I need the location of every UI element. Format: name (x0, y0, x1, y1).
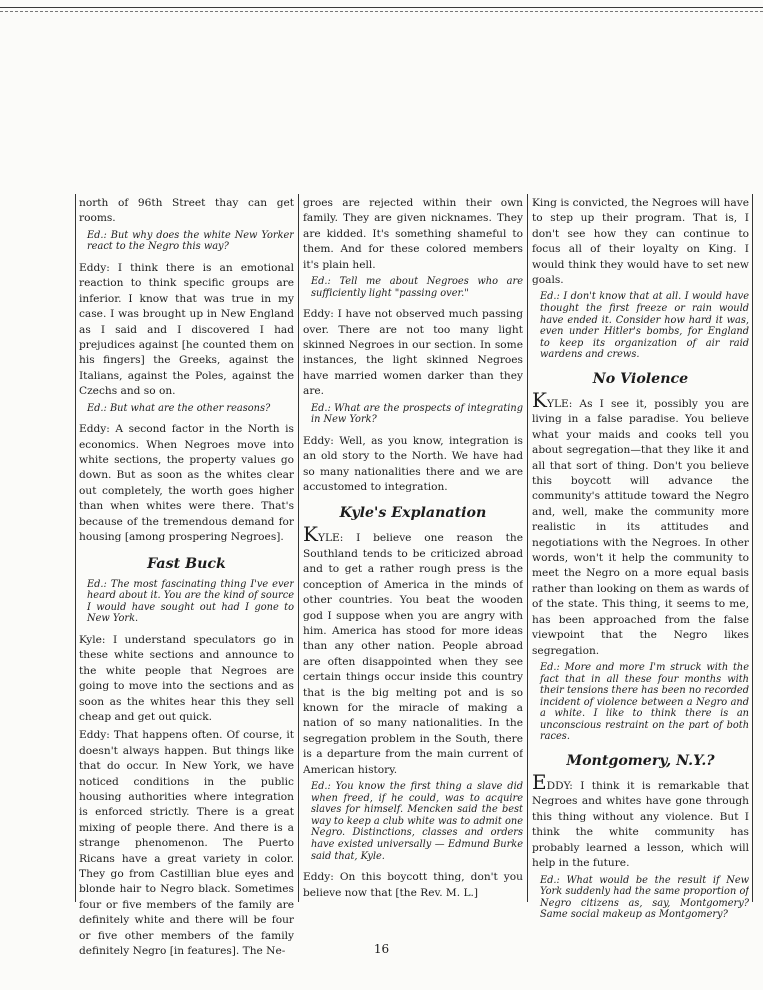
editor-question: Ed.: You know the first thing a slave did when freed, if he could, was to acquire slaves for himself. Mencken said the best way to keep a club white was to admit one Negro. Distinctions, classes and orders have existed universally — Edmund Burke said that, Kyle. (311, 780, 523, 862)
column-1 (79, 196, 294, 962)
body-paragraph: Eddy: I think there is an emotional reaction to think specific groups are inferior. I know that was true in my case. I was brought up in New England as I said and I discovered I had prejudices against [he counted them on his fingers] the Greeks, against the Italians, against the Poles, against the Czechs and so on. (79, 262, 294, 398)
body-paragraph: KYLE: I believe one reason the Southland tends to be criticized abroad and to get a rather rough press is the conception of America in the minds of other countries. You beat the wooden god I suppose when you are angry with him. America has stood for more ideas than any other nation. People abroad are often disappointed when they see certain things occur inside this country that is the big melting pot and is so known for the miracle of making a nation of so many nationalities. In the segregation problem in the South, there is a departure from the main current of American history. (303, 522, 523, 776)
top-border-dashes (0, 11, 763, 12)
editor-question: Ed.: What are the prospects of integrating in New York? (311, 402, 523, 426)
editor-question: Ed.: I don't know that at all. I would have thought the first freeze or rain would have ended it. Consider how hard it was, even under Hitler's bombs, for England to keep its organization of air raid wardens and crews. (540, 291, 749, 361)
section-heading: Fast Buck (147, 555, 226, 572)
body-paragraph: Eddy: A second factor in the North is economics. When Negroes move into white sections, the property values go down. But as soon as the whites clear out completely, the worth goes higher than when whites were there. That's because of the tremendous demand for housing [among prospering Negroes]. (79, 423, 294, 544)
section-heading: Montgomery, N.Y.? (566, 753, 715, 770)
body-paragraph: Kyle: I understand speculators go in these white sections and announce to the white people that Negroes are going to move into the sections and as soon as the whites hear this they sell cheap and get out quick. (79, 633, 294, 723)
column-3 (532, 196, 749, 929)
body-paragraph: Eddy: I have not observed much passing over. There are not too many light skinned Negroes in our section. In some instances, the light skinned Negroes have married women darker than they are. (303, 308, 523, 398)
editor-question: Ed.: But why does the white New Yorker react to the Negro this way? (87, 229, 294, 253)
editor-question: Ed.: Tell me about Negroes who are sufficiently light "passing over." (311, 276, 523, 299)
column-rule (752, 194, 753, 902)
body-paragraph: Eddy: Well, as you know, integration is an old story to the North. We have had so many nationalities there and we are accustomed to integration. (303, 434, 523, 494)
editor-question: Ed.: More and more I'm struck with the fact that in all these four months with their tensions there has been no recorded incident of violence between a Negro and a white. I like to think there is an unconscious restraint on the part of both races. (540, 661, 749, 743)
section-heading: No Violence (592, 371, 689, 387)
body-paragraph: King is convicted, the Negroes will have to step up their program. That is, I don't see how they can continue to focus all of their loyalty on King. I would think they would have to set new goals. (532, 197, 749, 287)
section-heading: Kyle's Explanation (339, 505, 487, 522)
body-paragraph: Eddy: That happens often. Of course, it doesn't always happen. But things like that do occur. In New York, we have noticed conditions in the public housing authorities where integration is enforced strictly. There is a great mixing of people there. And there is a strange phenomenon. The Puerto Ricans have a great variety in color. They go from Castillian blue eyes and blonde hair to Negro black. Sometimes four or five members of the family are definitely white and there will be four or five other members of the family definitely Negro [in features]. The Ne- (79, 729, 294, 957)
body-paragraph: EDDY: I think it is remarkable that Negroes and whites have gone through this thing without any violence. But I think the white community has probably learned a lesson, which will help in the future. (532, 770, 749, 870)
top-border-rule (0, 7, 763, 8)
body-paragraph: groes are rejected within their own family. They are given nicknames. They are kidded. It's something shameful to them. And for these colored members it's plain hell. (303, 197, 523, 271)
body-paragraph: KYLE: As I see it, possibly you are living in a false paradise. You believe what your maids and cooks tell you about segregation—that they like it and all that sort of thing. Don't you believe this boycott will advance the community's attitude toward the Negro and, well, make the community more realistic in its attitudes and negotiations with the Negroes. In other words, won't it help the community to meet the Negro on a more equal basis rather than looking on them as wards of of the state. This thing, it seems to me, has been approached from the false viewpoint that the Negro likes segregation. (532, 388, 749, 657)
editor-question: Ed.: What would be the result if New York suddenly had the same proportion of Negro citizens as, say, Montgomery? Same social makeup as Montgomery? (540, 874, 749, 921)
page-number: 16 (373, 942, 390, 956)
editor-question: Ed.: But what are the other reasons? (87, 402, 271, 414)
column-2 (303, 196, 523, 904)
editor-question: Ed.: The most fascinating thing I've ever heard about it. You are the kind of source I would have sought out had I gone to New York. (87, 578, 294, 625)
column-rule (298, 194, 299, 902)
body-paragraph: Eddy: On this boycott thing, don't you believe now that [the Rev. M. L.] (303, 871, 523, 899)
body-paragraph: north of 96th Street thay can get rooms. (79, 197, 294, 225)
column-rule (75, 194, 76, 902)
column-rule (527, 194, 528, 902)
